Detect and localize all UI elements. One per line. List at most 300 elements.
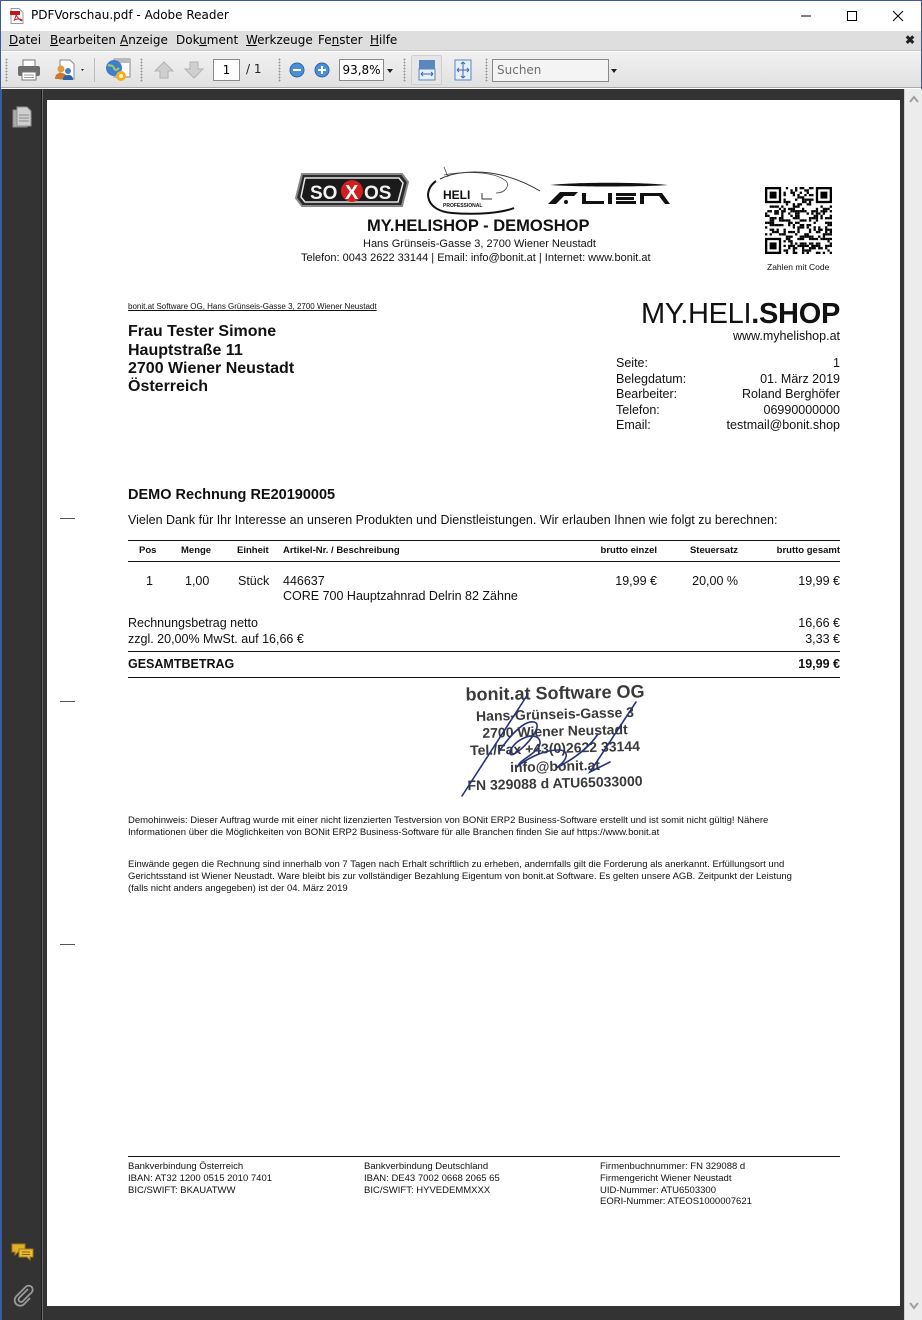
qr-module (814, 217, 816, 219)
col-steuersatz: Steuersatz (689, 545, 738, 556)
col-menge: Menge (181, 545, 212, 556)
pdf-file-icon (10, 8, 24, 24)
qr-module (825, 233, 827, 235)
vertical-scrollbar[interactable] (904, 89, 922, 1320)
qr-module (823, 236, 825, 238)
qr-module (816, 217, 818, 219)
qr-module (790, 192, 792, 194)
demo-notice-line-2: Informationen über die Möglichkeiten von BONit ERP2 Business-Software für alle Branchen finden Sie auf https://www.bonit.at (128, 827, 660, 838)
invoice-intro: Vielen Dank für Ihr Interesse an unseren Produkten und Dienstleistungen. Wir erlauben Ihnen wie folgt zu berechnen: (128, 513, 778, 527)
qr-module (816, 210, 818, 212)
online-services-icon (104, 57, 132, 83)
fit-width-button[interactable] (411, 55, 442, 85)
meta-label: Email: (616, 418, 651, 433)
footer-col1-line: IBAN: AT32 1200 0515 2010 7401 (128, 1172, 273, 1184)
qr-module (772, 222, 774, 224)
qr-module (772, 229, 774, 231)
minimize-button[interactable] (783, 1, 829, 31)
qr-module (795, 252, 797, 254)
col-brutto-gesamt: brutto gesamt (776, 545, 840, 556)
qr-module (781, 219, 783, 221)
qr-module (790, 231, 792, 233)
attachments-icon[interactable] (11, 1283, 35, 1307)
qr-module (770, 219, 772, 221)
qr-module (802, 247, 804, 249)
qr-module (818, 236, 820, 238)
stamp-line-2: Hans-Grünseis-Gasse 3 (475, 703, 635, 725)
qr-module (830, 229, 832, 231)
recipient-country: Österreich (128, 378, 209, 395)
footer-col1-line: Bankverbindung Österreich (128, 1161, 244, 1172)
qr-module (797, 217, 799, 219)
qr-module (827, 208, 829, 210)
qr-module (825, 217, 827, 219)
qr-module (816, 242, 818, 244)
qr-module (816, 245, 818, 247)
zoom-level-input[interactable]: 93,8% (339, 59, 384, 81)
qr-module (772, 205, 774, 207)
qr-module (793, 224, 795, 226)
qr-module (825, 231, 827, 233)
qr-module (820, 238, 822, 240)
qr-module (816, 212, 818, 214)
gesamt-value: 19,99 € (798, 657, 840, 671)
qr-module (795, 187, 797, 189)
col-pos: Pos (139, 545, 157, 556)
qr-module (788, 222, 790, 224)
qr-module (830, 224, 832, 226)
qr-module (809, 238, 811, 240)
share-icon (52, 59, 86, 81)
qr-module (827, 217, 829, 219)
qr-module (795, 222, 797, 224)
next-page-button[interactable] (181, 56, 207, 84)
qr-module (793, 205, 795, 207)
qr-module (772, 224, 774, 226)
toolbar-grip[interactable] (485, 58, 488, 82)
svg-text:OS: OS (364, 183, 392, 204)
menu-datei[interactable]: Datei (9, 33, 42, 47)
qr-module (781, 212, 783, 214)
qr-module (800, 236, 802, 238)
mwst-label: zzgl. 20,00% MwSt. auf 16,66 € (128, 632, 304, 646)
meta-value: 01. März 2019 (760, 371, 840, 386)
qr-module (786, 252, 788, 254)
qr-module (783, 245, 785, 247)
qr-module (811, 245, 813, 247)
qr-finder-pattern (770, 192, 777, 199)
qr-module (774, 212, 776, 214)
toolbar-grip[interactable] (403, 58, 406, 82)
qr-module (818, 226, 820, 228)
netto-label: Rechnungsbetrag netto (128, 616, 258, 630)
recipient-name: Frau Tester Simone (128, 323, 277, 340)
navigation-pane (1, 89, 42, 1320)
qr-module (809, 229, 811, 231)
qr-module (777, 229, 779, 231)
window-title: PDFVorschau.pdf - Adobe Reader (31, 8, 229, 22)
qr-module (807, 249, 809, 251)
qr-module (818, 242, 820, 244)
stamp-line-5: info@bonit.at (509, 756, 601, 776)
qr-module (783, 210, 785, 212)
qr-module (811, 187, 813, 189)
qr-module (797, 205, 799, 207)
qr-module (802, 210, 804, 212)
qr-module (783, 219, 785, 221)
qr-module (790, 189, 792, 191)
footer-col2-line: BIC/SWIFT: HYVEDEMMXXX (364, 1184, 491, 1196)
meta-label: Seite: (616, 356, 648, 370)
qr-module (816, 231, 818, 233)
qr-module (804, 236, 806, 238)
qr-module (814, 229, 816, 231)
qr-module (830, 233, 832, 235)
qr-module (800, 196, 802, 198)
qr-module (765, 226, 767, 228)
qr-module (814, 210, 816, 212)
qr-module (793, 247, 795, 249)
search-dropdown-arrow[interactable] (611, 69, 617, 73)
qr-module (790, 242, 792, 244)
qr-module (767, 210, 769, 212)
qr-module (765, 212, 767, 214)
terms-line-2: Gerichtsstand ist Wiener Neustadt. Ware bleibt bis zur vollständiger Bezahlung Eigentum von bonit.at Software. Es gelten unsere AGB. Zeitpunkt der Leistung (128, 871, 792, 882)
menu-anzeige[interactable]: Anzeige (120, 33, 168, 47)
qr-module (830, 222, 832, 224)
qr-module (802, 219, 804, 221)
qr-module (830, 252, 832, 254)
qr-module (809, 201, 811, 203)
qr-module (830, 205, 832, 207)
qr-module (797, 196, 799, 198)
qr-module (786, 187, 788, 189)
qr-module (781, 224, 783, 226)
totals-rule (128, 651, 840, 652)
meta-value: 1 (833, 356, 840, 370)
zoom-out-button[interactable] (287, 56, 307, 84)
sender-line: bonit.at Software OG, Hans Grünseis-Gasse 3, 2700 Wiener Neustadt (128, 302, 377, 311)
qr-module (823, 210, 825, 212)
qr-module (809, 217, 811, 219)
qr-module (804, 194, 806, 196)
qr-module (802, 226, 804, 228)
qr-module (774, 217, 776, 219)
menu-dokument[interactable]: Dokument (176, 33, 239, 47)
qr-module (767, 215, 769, 217)
footer-col3-line: Firmengericht Wiener Neustadt (600, 1172, 732, 1184)
qr-module (797, 210, 799, 212)
qr-module (795, 212, 797, 214)
qr-module (779, 224, 781, 226)
qr-module (825, 226, 827, 228)
print-icon (17, 59, 41, 81)
qr-module (797, 222, 799, 224)
minimize-icon (800, 10, 812, 22)
qr-module (816, 215, 818, 217)
qr-module (781, 233, 783, 235)
zoom-dropdown-arrow[interactable] (387, 69, 393, 73)
qr-module (802, 242, 804, 244)
qr-module (797, 229, 799, 231)
qr-module (770, 224, 772, 226)
qr-finder-pattern (770, 242, 777, 249)
terms-line-3: (falls nicht anders angegeben) ist der 04. März 2019 (128, 883, 348, 894)
menu-hilfe[interactable]: Hilfe (370, 33, 398, 47)
brand-wordmark (614, 298, 840, 331)
qr-module (823, 212, 825, 214)
qr-module (793, 249, 795, 251)
menu-fenster[interactable]: Fenster (318, 33, 363, 47)
toolbar-grip[interactable] (278, 58, 281, 82)
gesamt-label: GESAMTBETRAG (128, 657, 235, 671)
qr-module (816, 238, 818, 240)
qr-module (793, 245, 795, 247)
qr-module (807, 212, 809, 214)
qr-module (800, 238, 802, 240)
qr-module (783, 199, 785, 201)
previous-page-button[interactable] (151, 56, 177, 84)
toolbar-grip[interactable] (5, 58, 8, 82)
terms-line-1: Einwände gegen die Rechnung sind innerhalb von 7 Tagen nach Erhalt schriftlich zu erheben, andernfalls gilt die Forderung als anerkannt. Erfüllungsort und (128, 859, 785, 870)
qr-module (814, 245, 816, 247)
qr-module (795, 205, 797, 207)
qr-module (825, 208, 827, 210)
signature (440, 680, 670, 798)
close-document-button[interactable]: ✖ (904, 33, 915, 47)
qr-module (802, 245, 804, 247)
qr-module (774, 224, 776, 226)
online-services-button[interactable] (102, 56, 134, 84)
qr-module (811, 212, 813, 214)
qr-module (830, 215, 832, 217)
qr-module (793, 194, 795, 196)
qr-module (779, 219, 781, 221)
qr-module (770, 233, 772, 235)
qr-module (779, 233, 781, 235)
payment-qr-code[interactable] (765, 187, 832, 254)
qr-module (811, 236, 813, 238)
qr-module (825, 222, 827, 224)
qr-module (788, 238, 790, 240)
qr-module (767, 222, 769, 224)
footer-col3-line: UID-Nummer: ATU6503300 (600, 1184, 716, 1196)
qr-module (802, 199, 804, 201)
qr-module (783, 240, 785, 242)
fit-page-icon (454, 59, 472, 81)
qr-module (793, 226, 795, 228)
qr-module (818, 245, 820, 247)
invoice-title: DEMO Rechnung RE20190005 (128, 487, 336, 503)
qr-module (827, 229, 829, 231)
qr-module (809, 231, 811, 233)
zoom-in-button[interactable] (312, 56, 332, 84)
qr-module (772, 231, 774, 233)
meta-label: Telefon: (616, 402, 660, 417)
qr-module (774, 231, 776, 233)
qr-module (830, 245, 832, 247)
brand-url: www.myhelishop.at (733, 329, 840, 343)
menu-bearbeiten[interactable]: Bearbeiten (50, 33, 116, 47)
qr-module (811, 238, 813, 240)
qr-module (807, 245, 809, 247)
qr-module (811, 194, 813, 196)
qr-module (814, 215, 816, 217)
qr-module (804, 199, 806, 201)
qr-module (783, 231, 785, 233)
toolbar-grip[interactable] (140, 58, 143, 82)
qr-module (802, 201, 804, 203)
search-input[interactable]: Suchen (492, 59, 609, 82)
qr-module (811, 217, 813, 219)
qr-module (820, 205, 822, 207)
qr-module (802, 208, 804, 210)
qr-module (804, 201, 806, 203)
qr-module (790, 210, 792, 212)
svg-text:PROFESSIONAL: PROFESSIONAL (443, 203, 483, 209)
qr-module (823, 208, 825, 210)
col-beschreibung: Artikel-Nr. / Beschreibung (283, 545, 400, 556)
qr-module (786, 236, 788, 238)
print-button[interactable] (15, 56, 43, 84)
qr-module (790, 245, 792, 247)
qr-module (793, 203, 795, 205)
close-window-button[interactable] (875, 1, 921, 31)
row-brutto-gesamt: 19,99 € (798, 574, 840, 588)
qr-module (788, 212, 790, 214)
footer-rule (128, 1156, 840, 1157)
qr-module (827, 222, 829, 224)
table-top-rule (128, 540, 840, 541)
qr-module (788, 219, 790, 221)
netto-value: 16,66 € (798, 616, 840, 630)
qr-module (781, 217, 783, 219)
col-brutto-einzel: brutto einzel (600, 545, 657, 556)
qr-module (809, 194, 811, 196)
qr-module (800, 187, 802, 189)
qr-module (807, 199, 809, 201)
qr-module (783, 249, 785, 251)
page-number-input[interactable]: 1 (213, 59, 240, 81)
qr-module (800, 226, 802, 228)
meta-value: testmail@bonit.shop (726, 418, 840, 433)
qr-module (790, 222, 792, 224)
qr-module (804, 242, 806, 244)
qr-module (820, 217, 822, 219)
qr-module (777, 231, 779, 233)
qr-module (814, 247, 816, 249)
recipient-city: 2700 Wiener Neustadt (128, 360, 295, 377)
qr-module (800, 210, 802, 212)
qr-module (797, 231, 799, 233)
qr-module (807, 236, 809, 238)
comments-icon[interactable] (11, 1241, 35, 1265)
qr-module (793, 210, 795, 212)
qr-module (816, 208, 818, 210)
qr-module (809, 199, 811, 201)
maximize-button[interactable] (829, 1, 875, 31)
heli-professional-logo (422, 163, 540, 217)
title-bar (1, 1, 921, 31)
row-menge: 1,00 (185, 574, 210, 588)
qr-module (830, 217, 832, 219)
zoom-in-icon (314, 62, 330, 78)
qr-module (788, 231, 790, 233)
qr-module (809, 249, 811, 251)
qr-module (827, 238, 829, 240)
qr-module (800, 242, 802, 244)
fit-page-button[interactable] (450, 56, 476, 84)
row-steuersatz: 20,00 % (692, 574, 738, 588)
alien-logo (546, 182, 672, 208)
qr-module (804, 219, 806, 221)
fold-mark (60, 701, 75, 702)
scroll-up-icon[interactable] (909, 95, 919, 103)
qr-module (783, 194, 785, 196)
qr-module (814, 226, 816, 228)
qr-module (795, 210, 797, 212)
qr-module (800, 192, 802, 194)
row-einheit: Stück (238, 574, 270, 588)
qr-module (793, 192, 795, 194)
qr-module (802, 224, 804, 226)
qr-module (800, 203, 802, 205)
shop-contact: Telefon: 0043 2622 33144 | Email: info@bonit.at | Internet: www.bonit.at (301, 252, 651, 264)
qr-module (814, 222, 816, 224)
stamp-line-3: 2700 Wiener Neustadt (482, 721, 628, 741)
footer-col3-line: EORI-Nummer: ATEOS1000007621 (600, 1196, 752, 1208)
scroll-down-icon[interactable] (909, 1302, 919, 1310)
menu-werkzeuge[interactable]: Werkzeuge (246, 33, 313, 47)
qr-module (770, 217, 772, 219)
qr-module (770, 210, 772, 212)
next-page-icon (183, 60, 205, 80)
qr-module (781, 215, 783, 217)
pages-panel-icon[interactable] (11, 105, 35, 129)
qr-module (804, 233, 806, 235)
shop-name: MY.HELISHOP - DEMOSHOP (367, 217, 590, 235)
qr-module (786, 238, 788, 240)
qr-module (811, 247, 813, 249)
qr-module (807, 226, 809, 228)
qr-module (814, 238, 816, 240)
recipient-street: Hauptstraße 11 (128, 342, 243, 359)
qr-module (788, 201, 790, 203)
qr-module (825, 238, 827, 240)
qr-module (811, 242, 813, 244)
qr-module (830, 238, 832, 240)
qr-module (779, 217, 781, 219)
qr-module (783, 201, 785, 203)
qr-module (800, 224, 802, 226)
qr-module (809, 224, 811, 226)
qr-module (827, 224, 829, 226)
qr-module (802, 196, 804, 198)
stamp-line-1: bonit.at Software OG (465, 681, 645, 705)
qr-module (800, 245, 802, 247)
qr-module (818, 247, 820, 249)
svg-text:HELI: HELI (443, 188, 471, 202)
qr-module (777, 205, 779, 207)
qr-module (823, 252, 825, 254)
row-beschreibung: CORE 700 Hauptzahnrad Delrin 82 Zähne (283, 589, 518, 603)
qr-module (795, 247, 797, 249)
qr-module (807, 233, 809, 235)
qr-module (827, 240, 829, 242)
qr-module (783, 208, 785, 210)
share-button[interactable] (51, 56, 87, 84)
meta-label: Belegdatum: (616, 371, 687, 386)
